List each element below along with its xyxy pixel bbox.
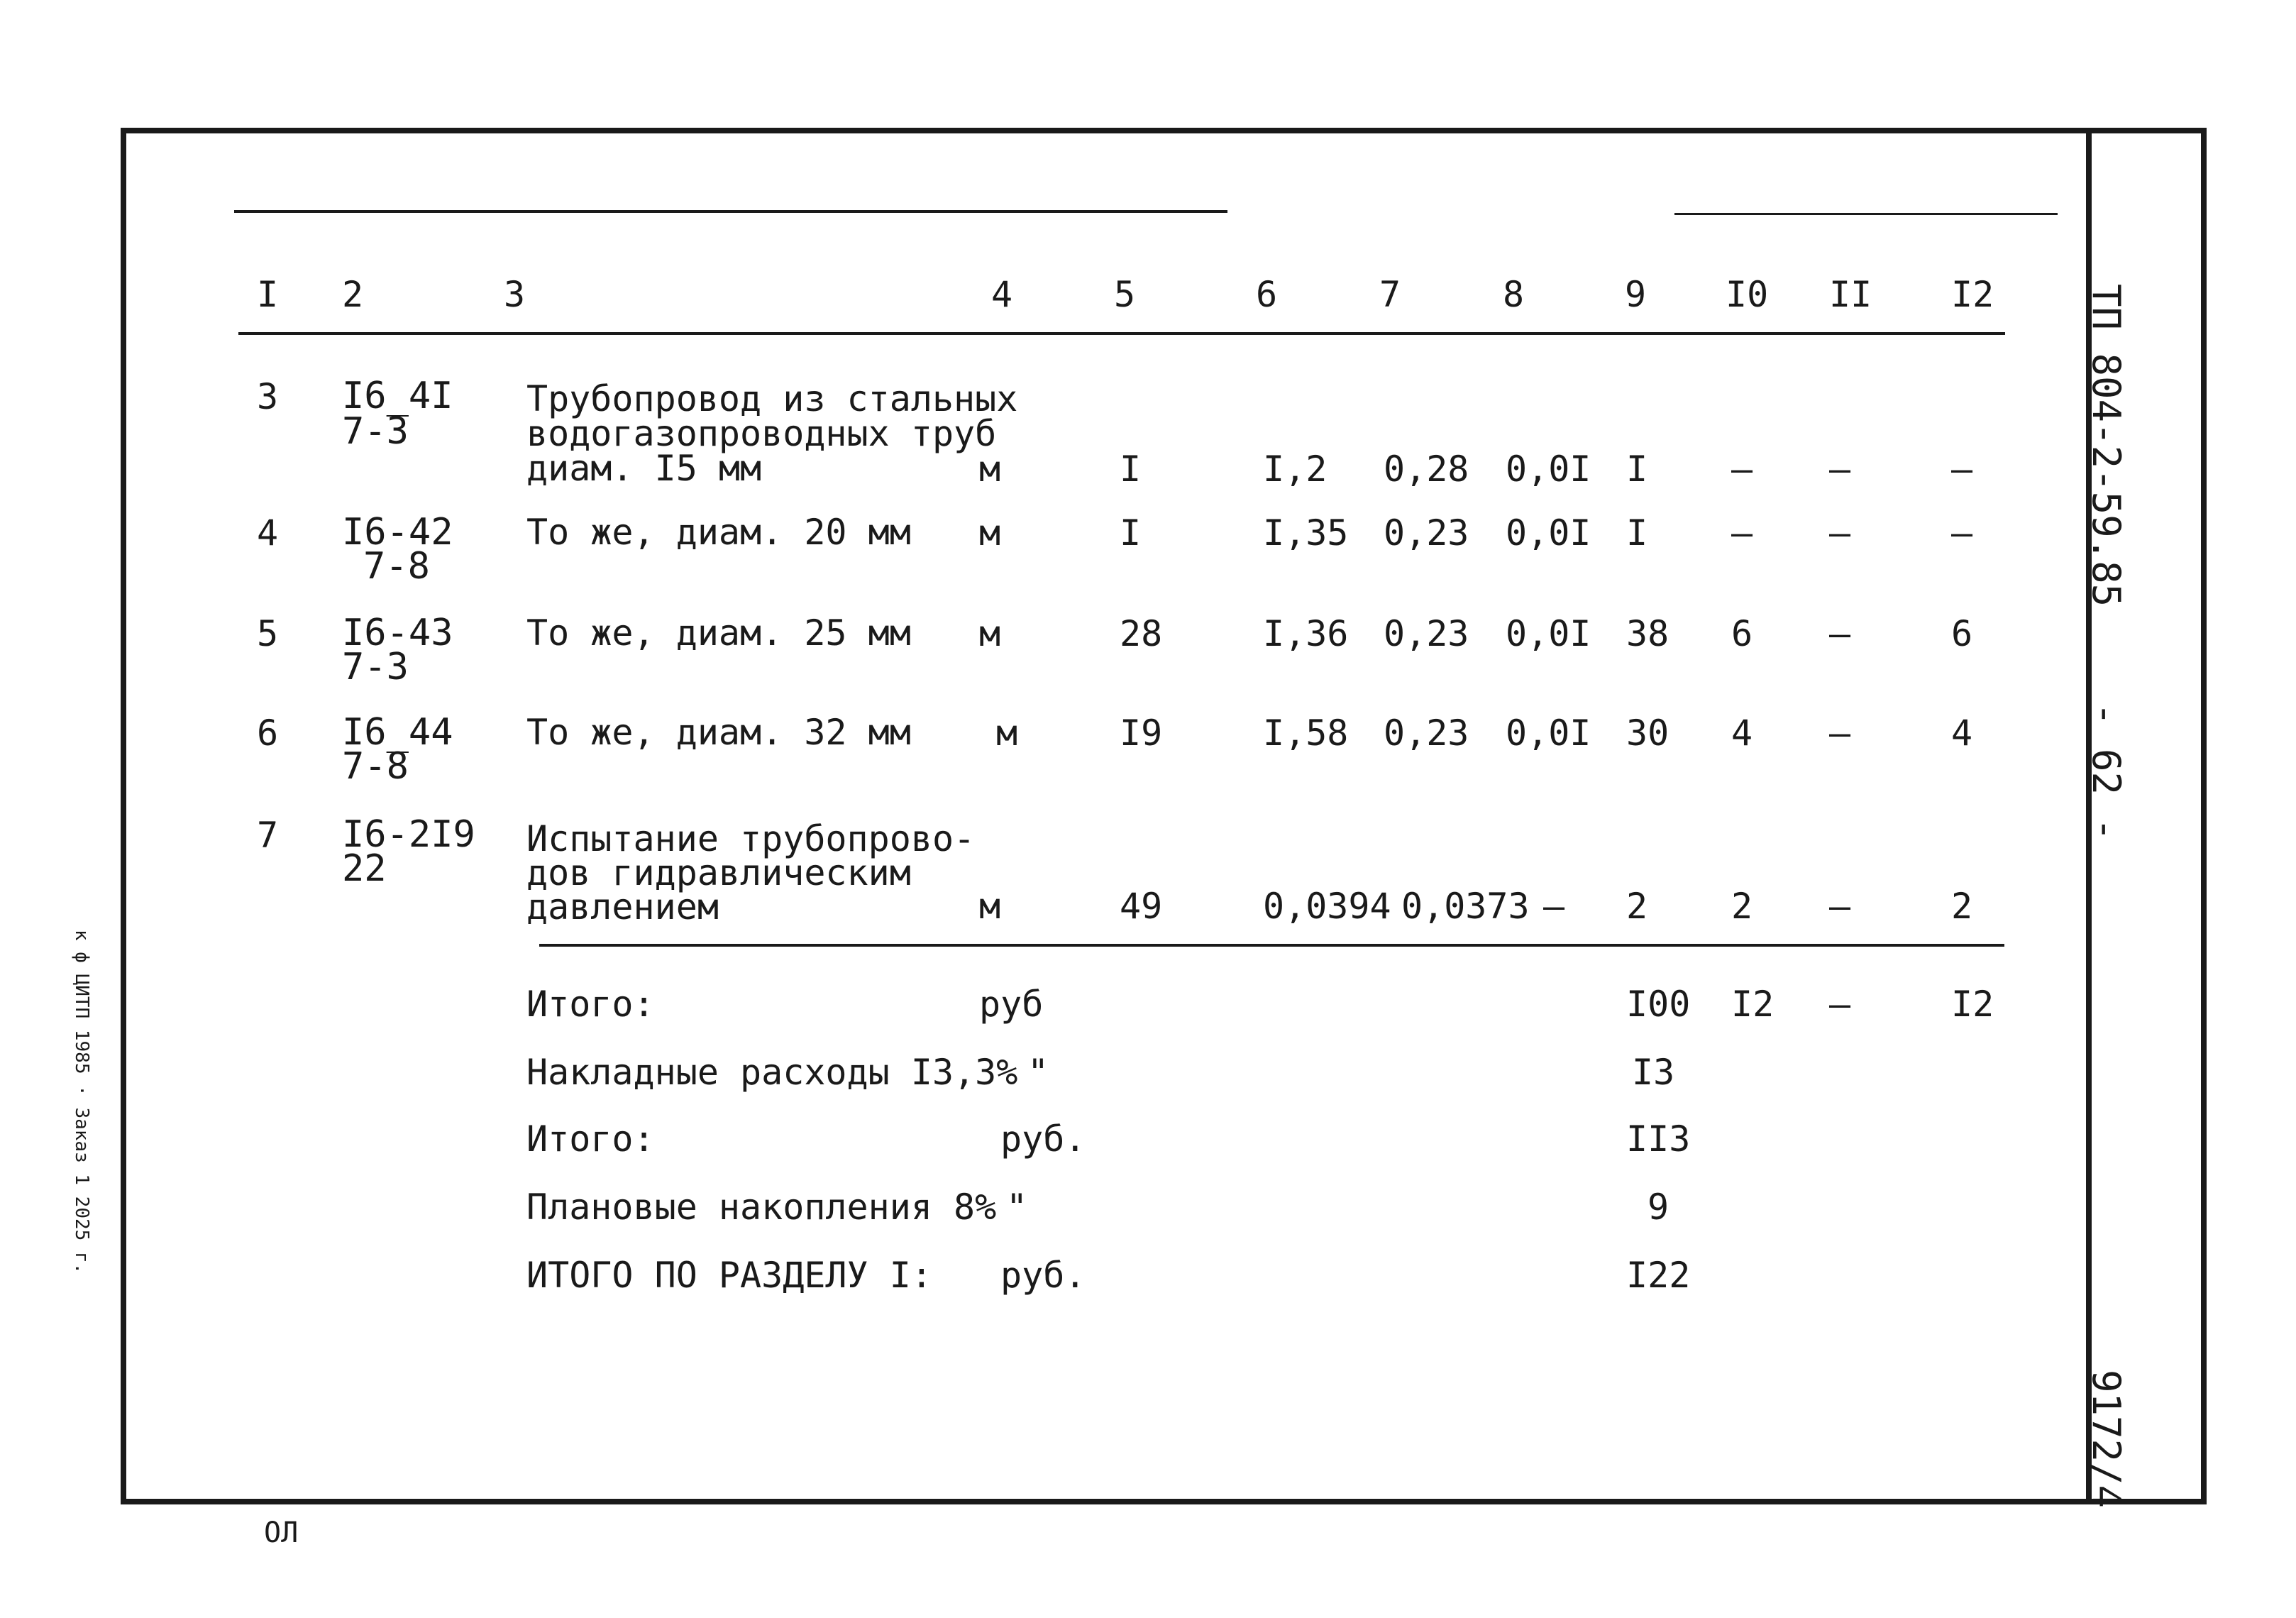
totals-value-col9: 9 [1648,1187,1669,1228]
totals-value-col9: I3 [1632,1052,1675,1093]
rate-code-sub: 7-3 [342,646,409,688]
column-header: I2 [1951,274,1994,315]
page-number: - 62 - [2084,703,2129,842]
value-col6: 0,0394 [1263,886,1391,927]
row-number: 3 [257,376,279,417]
column-header: I0 [1726,274,1769,315]
row-number: 5 [257,613,279,654]
value-col8: 0,0I [1506,712,1591,754]
printer-margin-note: к ф ЦИТП 1985 · Заказ 1 2025 г. [71,930,92,1275]
column-header: 4 [991,274,1013,315]
column-header: 8 [1503,274,1525,315]
item-description: Испытание трубопрово- [526,818,976,859]
item-description: То же, диам. 20 мм [526,512,911,553]
column-header: I [257,274,279,315]
value-col8: – [1543,886,1565,927]
value-col12: 4 [1951,712,1973,754]
value-col7: 0,28 [1384,448,1469,490]
value-col9: 38 [1626,613,1669,654]
totals-separator [539,944,2004,947]
value-col9: I [1626,448,1648,490]
value-col9: I [1626,512,1648,554]
value-col7: 0,23 [1384,512,1469,554]
totals-value-col10: I2 [1731,984,1775,1025]
value-col11: – [1829,448,1851,490]
unit: м [996,712,1018,754]
top-rule-left [234,210,1227,213]
quantity: I [1120,448,1142,490]
value-col9: 30 [1626,712,1669,754]
column-header: II [1829,274,1872,315]
totals-unit: руб. [1000,1118,1086,1160]
column-header: 3 [504,274,526,315]
totals-value-col12: I2 [1951,984,1994,1025]
rate-code-sub: 22 [342,847,387,890]
value-col11: – [1829,512,1851,554]
value-col7: 0,23 [1384,613,1469,654]
value-col10: – [1731,448,1753,490]
value-col12: – [1951,512,1973,554]
row-number: 7 [257,815,279,856]
rate-code-sub: 7-8 [342,745,409,788]
document-code: ТП 804-2-59.85 [2084,284,2129,607]
rate-code: I6-42 [342,511,453,554]
value-col7: 0,0373 [1401,886,1530,927]
unit: м [979,448,1001,490]
column-header: 6 [1256,274,1278,315]
row-number: 4 [257,512,279,554]
value-col10: – [1731,512,1753,554]
value-col8: 0,0I [1506,512,1591,554]
value-col12: – [1951,448,1973,490]
rate-code: I6-2I9 [342,813,475,856]
item-description: То же, диам. 25 мм [526,612,911,654]
bottom-mark: ОЛ [264,1517,299,1549]
value-col12: 2 [1951,886,1973,927]
value-col8: 0,0I [1506,448,1591,490]
item-description: Трубопровод из стальных [526,378,1018,419]
value-col10: 2 [1731,886,1753,927]
totals-value-col9: I22 [1626,1255,1691,1296]
column-header: 2 [342,274,364,315]
totals-label: Накладные расходы I3,3% [526,1052,1018,1093]
top-rule-right [1674,213,2058,215]
value-col6: I,35 [1263,512,1349,554]
value-col11: – [1829,712,1851,754]
header-underline [238,332,2005,335]
quantity: I [1120,512,1142,554]
column-header: 5 [1114,274,1136,315]
value-col6: I,2 [1263,448,1328,490]
totals-unit: " [1006,1187,1028,1228]
unit: м [979,512,1001,554]
value-col12: 6 [1951,613,1973,654]
totals-unit: руб [979,984,1044,1025]
quantity: 49 [1120,886,1163,927]
item-description: водогазопроводных труб [526,413,997,454]
totals-label: Итого: [526,984,655,1025]
totals-label: ИТОГО ПО РАЗДЕЛУ I: [526,1255,932,1296]
value-col6: I,58 [1263,712,1349,754]
sheet-code: 9172/4 [2084,1370,2129,1509]
totals-value-col9: I00 [1626,984,1691,1025]
totals-unit: " [1027,1052,1049,1093]
value-col11: – [1829,613,1851,654]
value-col11: – [1829,886,1851,927]
totals-value-col11: – [1829,984,1851,1025]
value-col6: I,36 [1263,613,1349,654]
value-col10: 4 [1731,712,1753,754]
rate-code-sub: 7-3 [342,410,409,453]
item-description: давлением [526,886,719,928]
item-description: То же, диам. 32 мм [526,712,911,753]
quantity: 28 [1120,613,1163,654]
unit: м [979,886,1001,927]
rate-code: I6-43 [342,612,453,654]
rate-code: I6_44 [342,711,453,754]
totals-value-col9: II3 [1626,1118,1691,1160]
totals-label: Итого: [526,1118,655,1160]
totals-label: Плановые накопления 8% [526,1187,997,1228]
column-header: 7 [1379,274,1401,315]
value-col7: 0,23 [1384,712,1469,754]
item-description: диам. I5 мм [526,448,762,489]
value-col10: 6 [1731,613,1753,654]
item-description: дов гидравлическим [526,852,911,893]
quantity: I9 [1120,712,1163,754]
unit: м [979,613,1001,654]
column-header: 9 [1625,274,1647,315]
value-col9: 2 [1626,886,1648,927]
totals-unit: руб. [1000,1255,1086,1296]
rate-code: I6_4I [342,375,453,417]
row-number: 6 [257,712,279,754]
value-col8: 0,0I [1506,613,1591,654]
rate-code-sub: 7-8 [363,545,430,588]
